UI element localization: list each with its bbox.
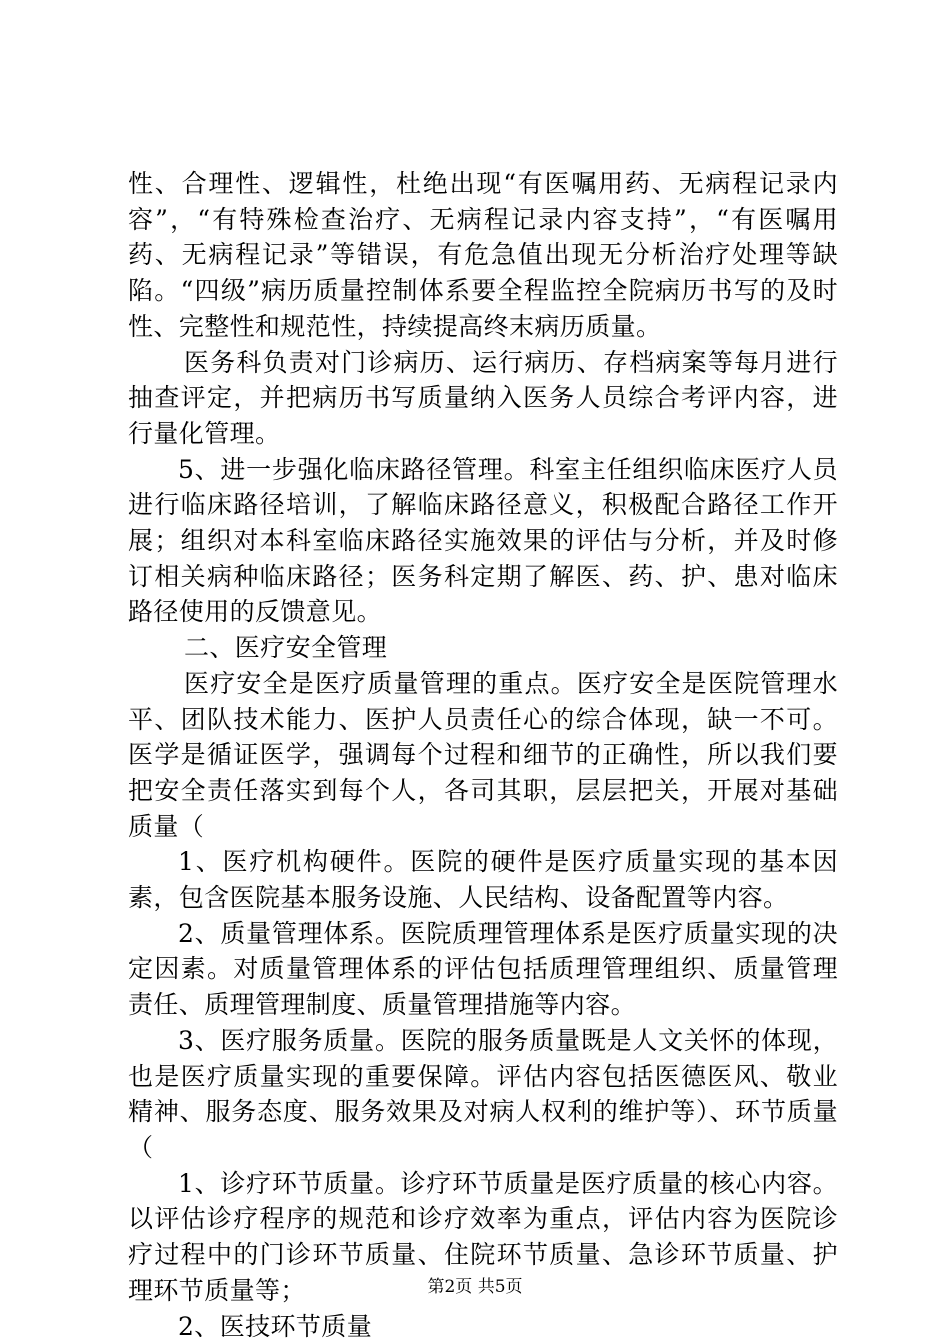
paragraph-medical-tech-quality: 2、医技环节质量 (178, 1311, 373, 1341)
paragraph-medical-safety: 医疗安全是医疗质量管理的重点。医疗安全是医院管理水平、团队技术能力、医护人员责任心的综合体现，缺一不可。医学是循证医学，强调每个过程和细节的正确性，所以我们要把安全责任落实到每个人，各司其职，层层把关，开展对基础质量（ (128, 668, 838, 841)
paragraph-quality-system: 2、质量管理体系。医院质理管理体系是医疗质量实现的决定因素。对质量管理体系的评估包括质理管理组织、质量管理责任、质理管理制度、质量管理措施等内容。 (128, 918, 838, 1020)
paragraph-continuation: 性、合理性、逻辑性，杜绝出现“有医嘱用药、无病程记录内容”，“有特殊检查治疗、无病程记录内容支持”，“有医嘱用药、无病程记录”等错误，有危急值出现无分析治疗处理等缺陷。“四级”病历质量控制体系要全程监控全院病历书写的及时性、完整性和规范性，持续提高终末病历质量。 (128, 169, 838, 341)
paragraph-hardware: 1、医疗机构硬件。医院的硬件是医疗质量实现的基本因素，包含医院基本服务设施、人民结构、设备配置等内容。 (128, 847, 838, 913)
paragraph-clinical-pathway: 5、进一步强化临床路径管理。科室主任组织临床医疗人员进行临床路径培训，了解临床路径意义，积极配合路径工作开展；组织对本科室临床路径实施效果的评估与分析，并及时修订相关病种临床路径；医务科定期了解医、药、护、患对临床路径使用的反馈意见。 (128, 454, 838, 627)
section-heading-medical-safety: 二、医疗安全管理 (184, 633, 388, 663)
page-number-footer: 第2页 共5页 (427, 1277, 523, 1297)
document-body (128, 166, 838, 1344)
paragraph-service-quality: 3、医疗服务质量。医院的服务质量既是人文关怀的体现，也是医疗质量实现的重要保障。评估内容包括医德医风、敬业精神、服务态度、服务效果及对病人权利的维护等）、环节质量（ (128, 1025, 838, 1162)
paragraph-medical-records-check: 医务科负责对门诊病历、运行病历、存档病案等每月进行抽查评定，并把病历书写质量纳入医务人员综合考评内容，进行量化管理。 (128, 347, 838, 448)
paragraph-diagnosis-quality: 1、诊疗环节质量。诊疗环节质量是医疗质量的核心内容。以评估诊疗程序的规范和诊疗效率为重点，评估内容为医院诊疗过程中的门诊环节质量、住院环节质量、急诊环节质量、护理环节质量等； (128, 1168, 838, 1305)
